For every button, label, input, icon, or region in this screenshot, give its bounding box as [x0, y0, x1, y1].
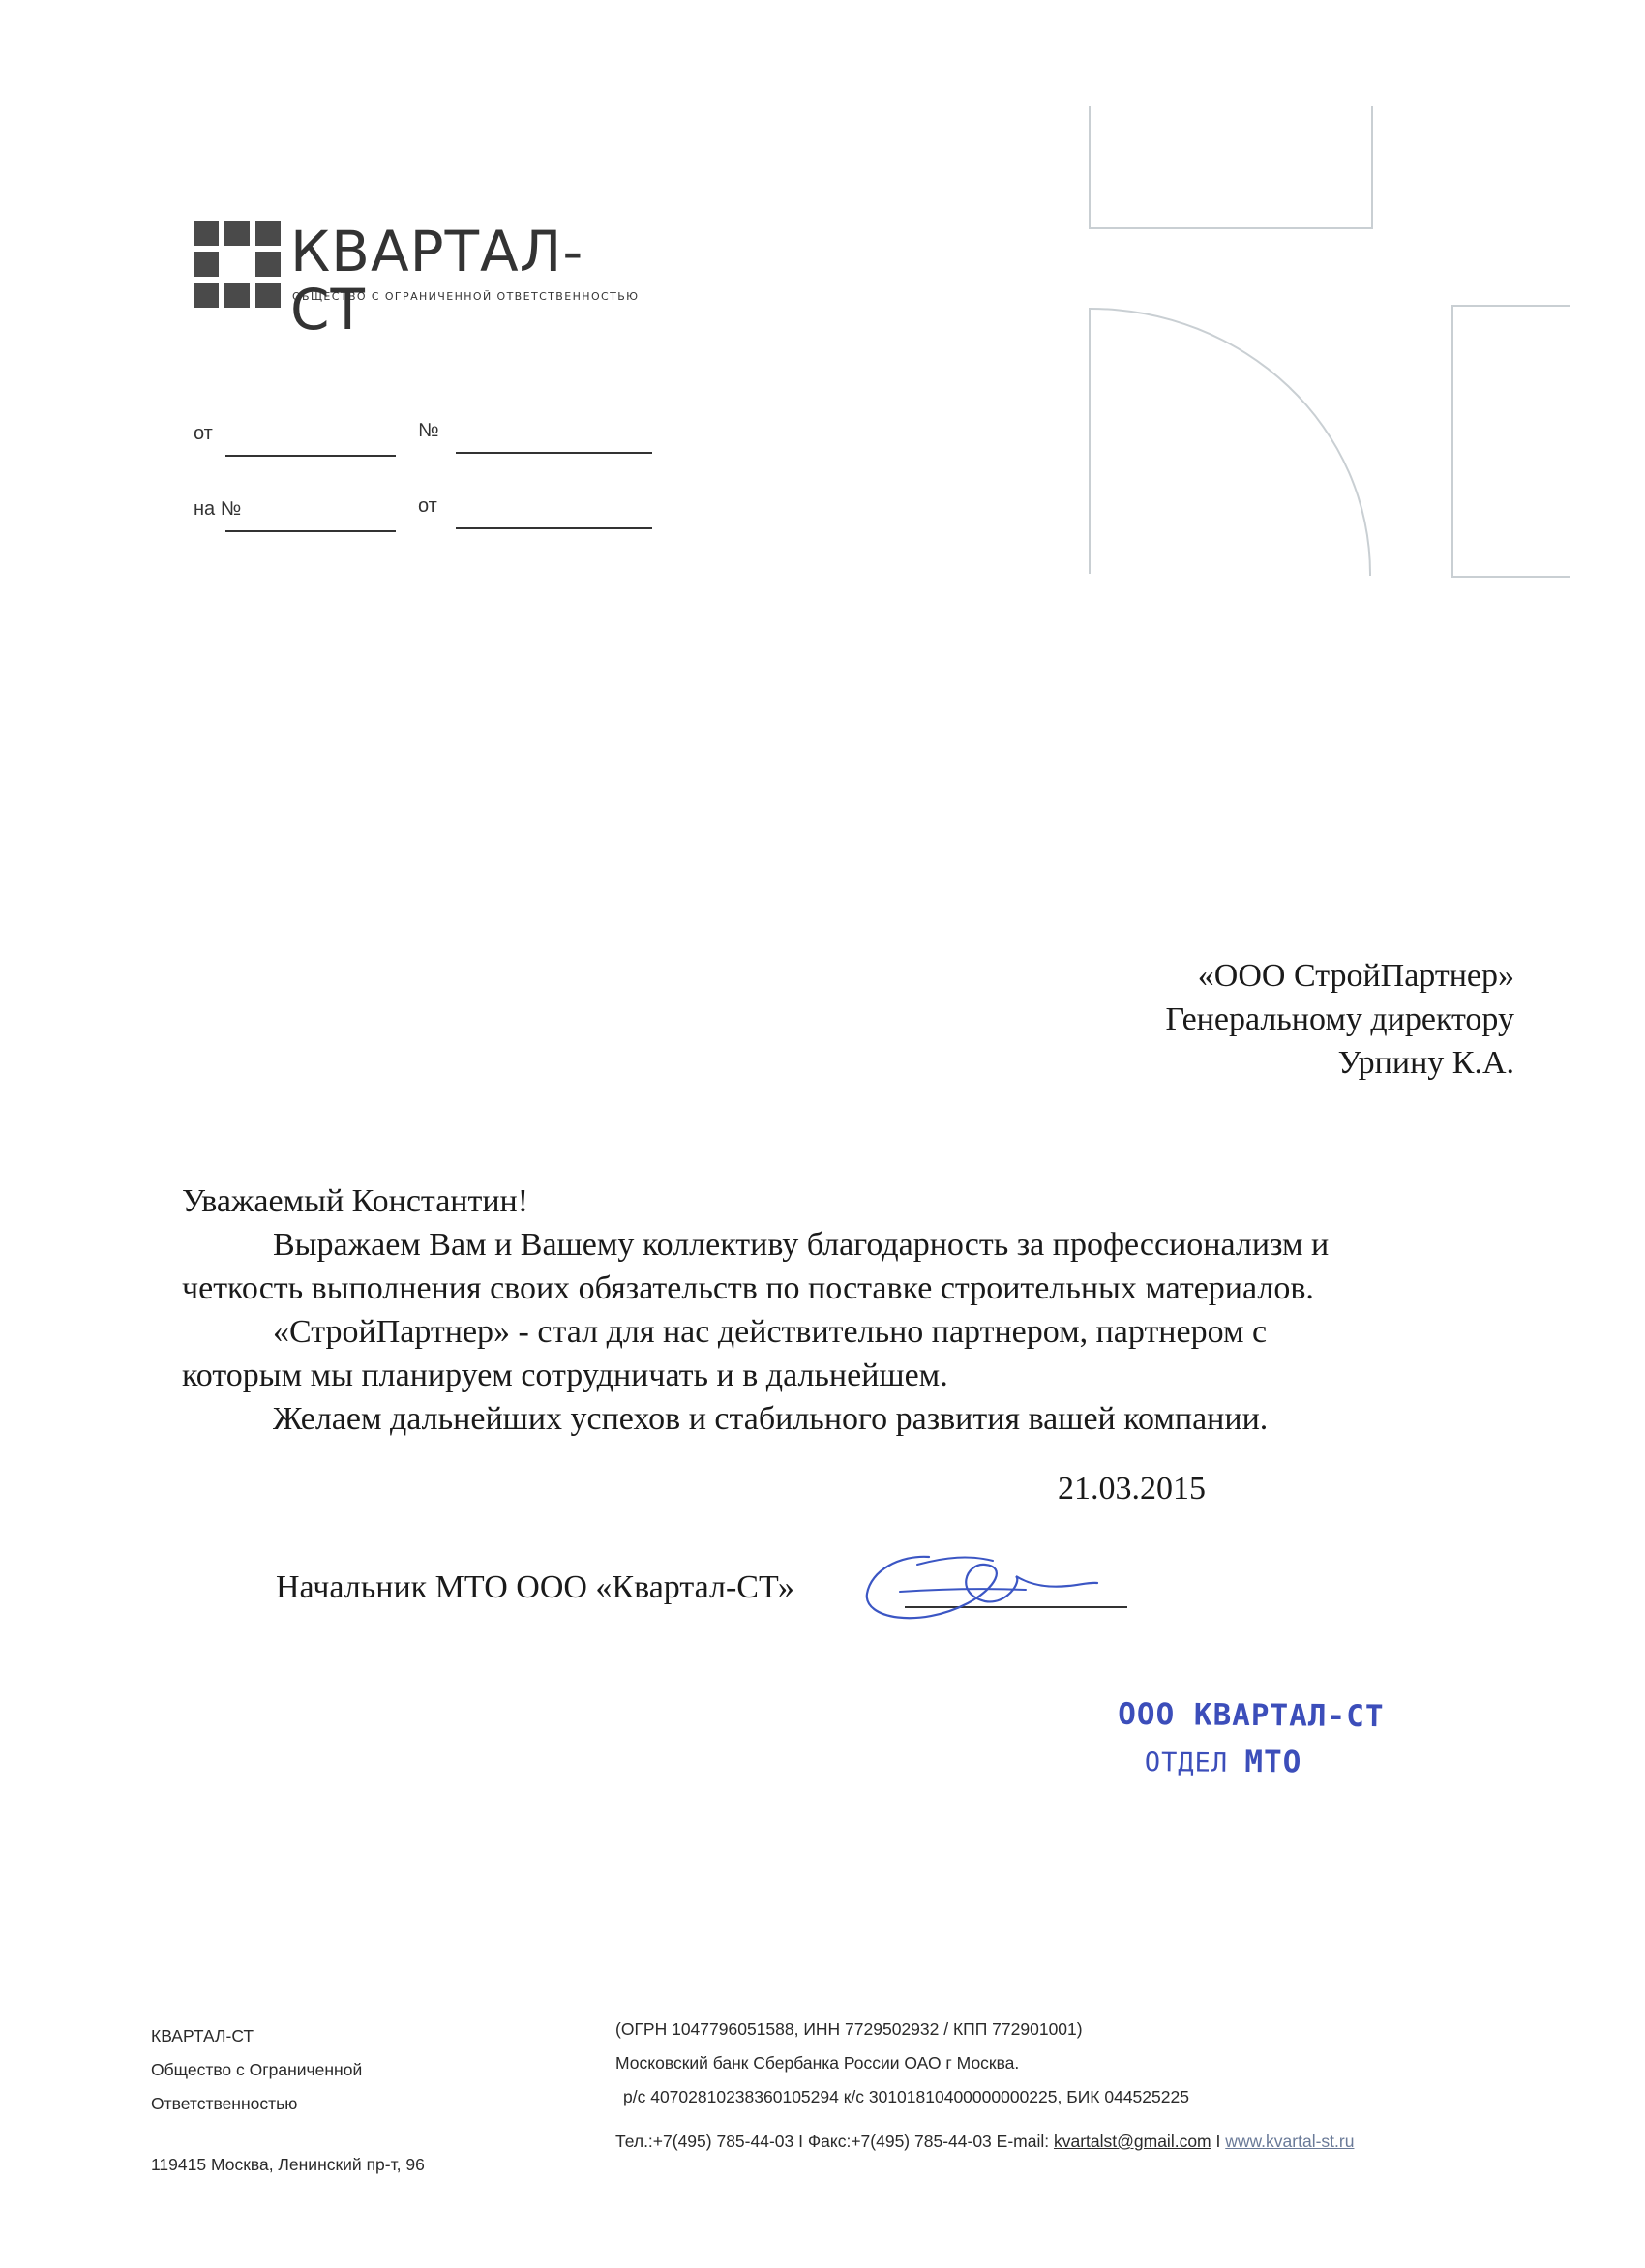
ref-from-line [225, 455, 396, 457]
addressee-position: Генеральному директору [1165, 1001, 1514, 1037]
addressee-company: «ООО СтройПартнер» [1197, 958, 1514, 994]
letter-salutation: Уважаемый Константин! [182, 1183, 529, 1219]
footer-bank: Московский банк Сбербанка России ОАО г Москва. [615, 2053, 1020, 2073]
letter-line: Желаем дальнейших успехов и стабильного развития вашей компании. [273, 1401, 1269, 1437]
letter-date: 21.03.2015 [1058, 1471, 1206, 1507]
letter-line: которым мы планируем сотрудничать и в дальнейшем. [182, 1358, 948, 1393]
decorative-frame-arc [1089, 308, 1371, 576]
footer-separator: I [1211, 2132, 1226, 2151]
footer-phone-fax: Тел.:+7(495) 785-44-03 I Факс:+7(495) 785-44-03 E-mail: [615, 2132, 1054, 2151]
logo-grid-icon [194, 221, 281, 308]
addressee-name: Урпину К.А. [1337, 1045, 1514, 1081]
footer-company-name: КВАРТАЛ-СТ [151, 2026, 254, 2045]
footer-address: 119415 Москва, Ленинский пр-т, 96 [151, 2155, 425, 2174]
ref-re-number-label: на № [194, 498, 242, 520]
decorative-frame-arc-edge [1089, 308, 1091, 574]
footer-accounts: р/с 40702810238360105294 к/с 30101810400000000225, БИК 044525225 [623, 2087, 1189, 2106]
stamp-department-label: ОТДЕЛ [1144, 1747, 1229, 1778]
signer-title: Начальник МТО ООО «Квартал-СТ» [276, 1569, 794, 1605]
footer-email-link[interactable]: kvartalst@gmail.com [1053, 2132, 1211, 2151]
logo-subtitle: ОБЩЕСТВО С ОГРАНИЧЕННОЙ ОТВЕТСТВЕННОСТЬЮ [292, 290, 640, 303]
company-logo [194, 219, 658, 343]
logo-wordmark: КВАРТАЛ-СТ [290, 219, 584, 343]
footer-contacts [615, 2125, 1354, 2159]
footer-company-form-1: Общество с Ограниченной [151, 2060, 363, 2079]
ref-re-number-line [225, 530, 396, 532]
ref-from-label: от [194, 423, 213, 444]
footer-company-info [151, 2019, 425, 2182]
letter-body [182, 1179, 1537, 1441]
stamp-company: ООО КВАРТАЛ-СТ [1118, 1696, 1385, 1735]
ref-number-label: № [418, 420, 439, 441]
footer-website-link[interactable]: www.kvartal-st.ru [1225, 2132, 1355, 2151]
decorative-frame-top [1089, 106, 1373, 229]
footer-requisites [615, 2013, 1354, 2159]
ref-re-from-label: от [418, 495, 437, 517]
decorative-frame-right [1451, 305, 1570, 578]
ref-re-from-line [456, 527, 652, 529]
footer-company-form-2: Ответственностью [151, 2094, 298, 2113]
letter-line: четкость выполнения своих обязательств по поставке строительных материалов. [182, 1270, 1314, 1306]
addressee-block [837, 954, 1514, 1085]
handwritten-signature [861, 1543, 1113, 1635]
footer-registration: (ОГРН 1047796051588, ИНН 7729502932 / КПП 772901001) [615, 2019, 1083, 2039]
stamp-department [1145, 1744, 1385, 1780]
letter-line: Выражаем Вам и Вашему коллективу благодарность за профессионализм и [273, 1227, 1330, 1263]
company-stamp [1118, 1697, 1385, 1780]
letter-line: «СтройПартнер» - стал для нас действительно партнером, партнером с [273, 1314, 1268, 1350]
stamp-department-code: МТО [1244, 1744, 1302, 1780]
ref-number-line [456, 452, 652, 454]
